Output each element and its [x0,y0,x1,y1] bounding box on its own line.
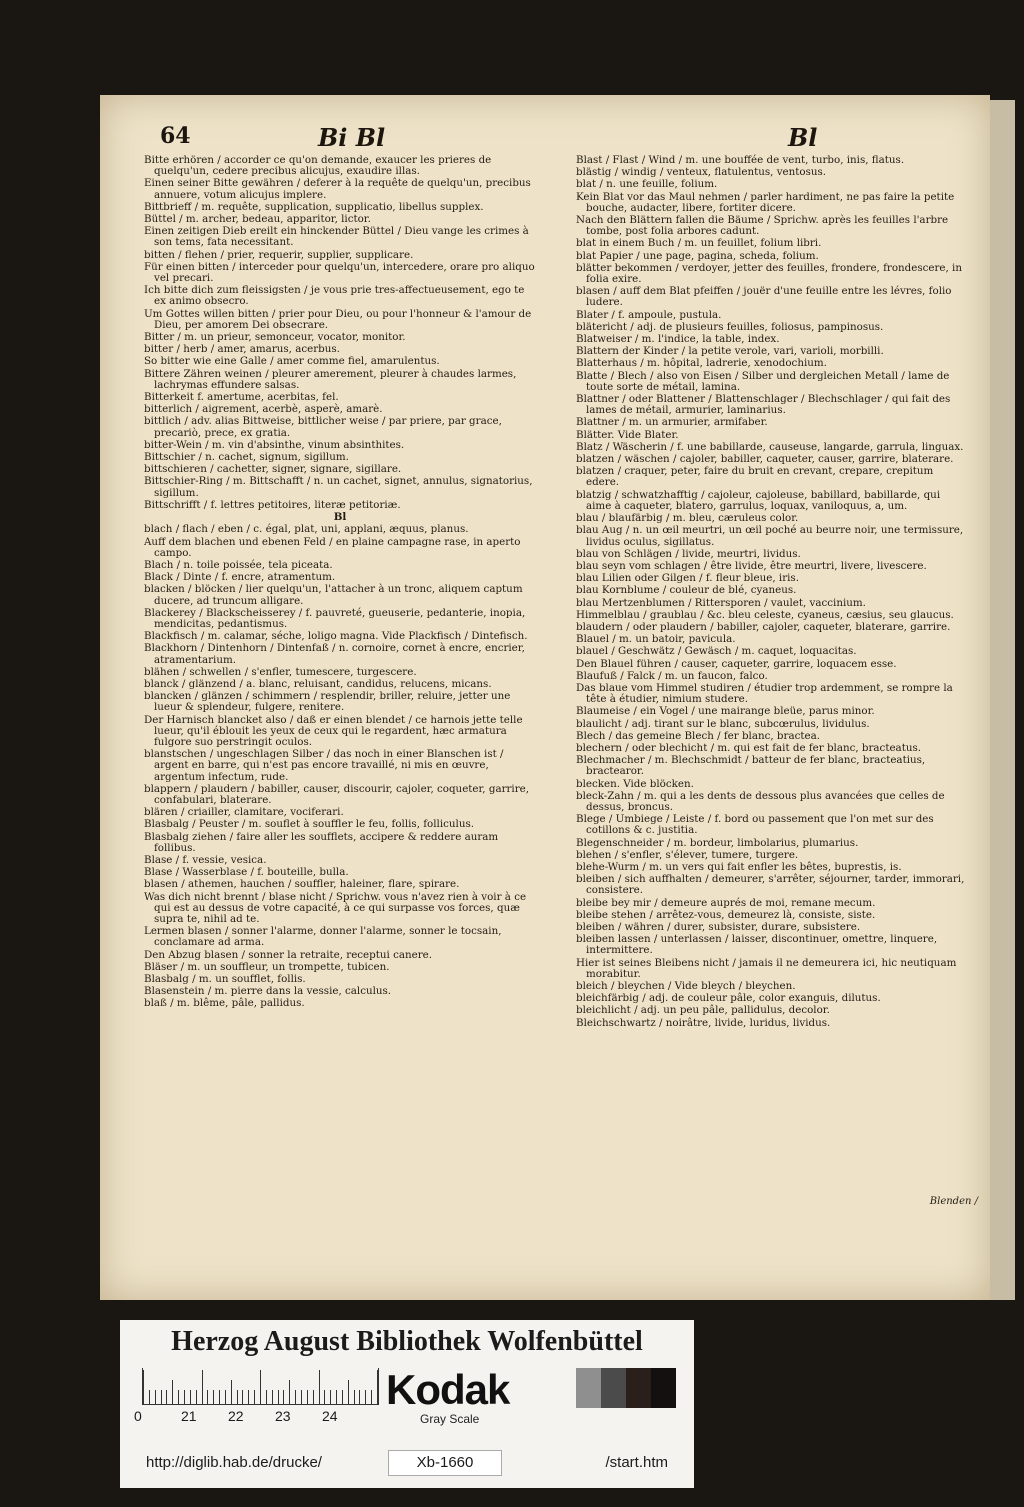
dictionary-entry: blau Lilien oder Gilgen / f. fleur bleue, iris. [576,572,799,585]
dictionary-entry: Blasbalg / m. un soufflet, follis. [144,973,306,986]
page-number: 64 [160,123,191,149]
ruler-tick [295,1390,296,1404]
dictionary-entry: blatzig / schwatzhafftig / cajoleur, cajoleuse, babillard, babillarde, qui aime à caqueter, blatero, garrulus, loquax, vaniloquus, a, um. [576,488,941,512]
dictionary-entry: blasen / auff dem Blat pfeiffen / jouër d'une feuille entre les lévres, folio ludere. [576,285,952,309]
ruler-tick [231,1380,232,1404]
dictionary-entry: Blackfisch / m. calamar, séche, loligo magna. Vide Plackfisch / Dintefisch. [144,630,528,643]
right-column-entries [576,155,968,1029]
dictionary-entry: Blatterhaus / m. hôpital, ladrerie, xenodochium. [576,357,827,370]
left-column-entries [144,155,536,511]
ruler-tick [301,1390,302,1404]
ruler-tick [178,1390,179,1404]
dictionary-entry: blauel / Geschwätz / Gewäsch / m. caquet, loquacitas. [576,645,857,658]
ruler-tick [196,1390,197,1404]
dictionary-entry: blaß / m. blême, pâle, pallidus. [144,997,305,1010]
dictionary-entry: bleibe stehen / arrêtez-vous, demeurez là, consiste, siste. [576,908,876,921]
color-calibration-bar [120,1320,694,1488]
ruler-tick [313,1390,314,1404]
dictionary-entry: Nach den Blättern fallen die Bäume / Sprichw. après les feuilles l'arbre tombe, post folia arbores cadunt. [576,214,949,238]
library-title: Herzog August Bibliothek Wolfenbüttel [171,1326,643,1357]
dictionary-entry: Blast / Flast / Wind / m. une bouffée de vent, turbo, inis, flatus. [576,154,905,166]
ruler-tick [219,1390,220,1404]
dictionary-entry: Blaumeise / ein Vogel / une mairange bleüe, parus minor. [576,705,875,718]
dictionary-entry: blechern / oder blechicht / m. qui est fait de fer blanc, bracteatus. [576,741,922,754]
ruler-tick [248,1390,249,1404]
dictionary-entry: blat in einem Buch / m. un feuillet, folium libri. [576,237,822,250]
ruler-tick [207,1390,208,1404]
dictionary-entry: Blege / Umbiege / Leiste / f. bord ou passement que l'on met sur des cotillons & c. justitia. [576,813,934,837]
ruler-tick [166,1390,167,1404]
dictionary-entry: blästig / windig / venteux, flatulentus, ventosus. [576,166,827,179]
dictionary-entry: blau / blaufärbig / m. bleu, cæruleus color. [576,512,799,525]
ruler-tick [307,1390,308,1404]
dictionary-entry: Einen zeitigen Dieb ereilt ein hinckender Büttel / Dieu vange les crimes à son tems, fata necessitant. [144,225,529,249]
dictionary-entry: Himmelblau / graublau / &c. bleu celeste, cyaneus, cæsius, seu glaucus. [576,608,954,621]
ruler-tick [359,1390,360,1404]
dictionary-entry: Für einen bitten / interceder pour quelqu'un, intercedere, orare pro aliquo vel precari. [144,260,535,285]
dictionary-entry: Blauel / m. un batoir, pavicula. [576,633,736,646]
ruler-number: 24 [322,1408,338,1424]
dictionary-entry: Blatweiser / m. l'indice, la table, index. [576,333,780,346]
catchword: Blenden / [929,1196,978,1207]
ruler-number: 22 [228,1408,244,1424]
ruler-tick [319,1370,320,1404]
dictionary-entry: Kein Blat vor das Maul nehmen / parler hardiment, ne pas faire la petite bouche, audacter, libere, fortiter dicere. [576,190,955,214]
dictionary-entry: Hier ist seines Bleibens nicht / jamais il ne demeurera ici, hic neutiquam morabitur. [576,956,957,980]
gray-swatch [626,1368,651,1408]
ruler-tick [336,1390,337,1404]
ruler-tick [254,1390,255,1404]
gray-swatch [601,1368,626,1408]
ruler-tick [283,1390,284,1404]
ruler-tick [266,1390,267,1404]
ruler-tick [184,1390,185,1404]
dictionary-entry: bleibe bey mir / demeure auprés de moi, remane mecum. [576,896,876,909]
ruler-tick [278,1390,279,1404]
dictionary-entry: Blackhorn / Dintenhorn / Dintenfaß / n. cornoire, cornet à encre, encrier, atramentarium. [144,642,525,666]
dictionary-entry: Um Gottes willen bitten / prier pour Dieu, ou pour l'honneur & l'amour de Dieu, per amorem Dei obsecrare. [144,307,532,331]
ruler-number: 21 [181,1408,197,1424]
dictionary-entry: bitterlich / aigrement, acerbè, asperè, amarè. [144,403,383,416]
dictionary-entry: Blach / n. toile poissée, tela piceata. [144,558,333,571]
dictionary-entry: Ich bitte dich zum fleissigsten / je vous prie tres-affectueusement, ego te ex animo obsecro. [144,284,525,308]
left-column [144,155,536,1011]
dictionary-entry: Blattner / m. un armurier, armifaber. [576,416,768,429]
footer-bar [120,1448,694,1478]
dictionary-entry: blasen / athemen, hauchen / souffler, haleiner, flare, spirare. [144,878,460,891]
dictionary-entry: blat Papier / une page, pagina, scheda, folium. [576,249,819,262]
dictionary-entry: Bittschier-Ring / m. Bittschafft / n. un cachet, signet, annulus, signatorius, sigillum. [144,475,533,499]
ruler-tick [330,1390,331,1404]
ruler-tick [172,1380,173,1404]
ruler-tick [354,1390,355,1404]
dictionary-entry: blecken. Vide blöcken. [576,777,694,790]
ruler-tick [161,1390,162,1404]
ruler-numbers [134,1408,369,1424]
ruler-tick [342,1390,343,1404]
ruler-tick [272,1390,273,1404]
gray-swatches [576,1368,676,1408]
dictionary-entry: blau Aug / n. un œil meurtri, un œil poché au beurre noir, une termissure, lividus oculus, sigillatus. [576,524,964,548]
dictionary-entry: Bittschier / n. cachet, signum, sigillum. [144,451,349,464]
gray-scale-label: Gray Scale [420,1412,480,1426]
url-left: http://diglib.hab.de/drucke/ [146,1454,322,1471]
kodak-logo: Kodak [386,1366,510,1413]
ruler-tick [377,1370,378,1404]
dictionary-entry: blähen / schwellen / s'enfler, tumescere, turgescere. [144,665,417,678]
page-header [100,123,990,153]
dictionary-entry: bitten / flehen / prier, requerir, supplier, supplicare. [144,248,414,261]
dictionary-entry: blau seyn vom schlagen / être livide, être meurtri, livere, livescere. [576,559,927,572]
dictionary-entry: Blegenschneider / m. bordeur, limbolarius, plumarius. [576,836,859,849]
dictionary-entry: Der Harnisch blancket also / daß er einen blendet / ce harnois jette telle lueur, qu'il éblouit les yeux de ceux qui le regardent, hæc armatura fulgore suo perstringit oculos. [144,713,523,748]
dictionary-entry: blehen / s'enfler, s'élever, tumere, turgere. [576,848,799,861]
dictionary-entry: Bittschrifft / f. lettres petitoires, literæ petitoriæ. [144,498,401,511]
dictionary-entry: Blasbalg / Peuster / m. souflet à souffler le feu, follis, folliculus. [144,818,475,831]
dictionary-entry: blanck / glänzend / a. blanc, reluisant, candidus, relucens, micans. [144,677,492,690]
dictionary-entry: blacken / blöcken / lier quelqu'un, l'attacher à un tronc, aliquem captum ducere, ad truncum alligare. [144,583,523,607]
running-head-right: Bl [788,123,818,152]
right-column [576,155,968,1030]
dictionary-entry: bleiben lassen / unterlassen / laisser, discontinuer, omettre, linquere, intermittere. [576,933,938,957]
dictionary-entry: Blasenstein / m. pierre dans la vessie, calculus. [144,985,392,998]
dictionary-entry: bitter-Wein / m. vin d'absinthe, vinum absinthites. [144,438,405,451]
url-right: /start.htm [605,1454,668,1471]
dictionary-entry: Lermen blasen / sonner l'alarme, donner l'alarme, sonner le tocsain, conclamare ad arma. [144,925,502,949]
dictionary-entry: bittlich / adv. alias Bittweise, bittlicher weise / par priere, par grace, precariò, prece, ex gratia. [144,415,502,439]
dictionary-entry: blach / flach / eben / c. égal, plat, uni, applani, æquus, planus. [144,523,469,536]
ruler-number: 23 [275,1408,291,1424]
dictionary-entry: Blechmacher / m. Blechschmidt / batteur de fer blanc, bracteatius, bractearor. [576,754,926,778]
dictionary-entry: blatzen / craquer, peter, faire du bruit en crevant, crepare, crepitum edere. [576,465,934,489]
dictionary-entry: Blech / das gemeine Blech / fer blanc, bractea. [576,729,820,742]
ruler-tick [242,1390,243,1404]
ruler-tick [190,1390,191,1404]
dictionary-entry: Den Blauel führen / causer, caqueter, garrire, loquacem esse. [576,657,897,670]
ruler-tick [155,1390,156,1404]
dictionary-entry: blau Kornblume / couleur de blé, cyaneus. [576,584,797,597]
dictionary-entry: bleich / bleychen / Vide bleych / bleychen. [576,980,796,993]
ruler-tick [348,1380,349,1404]
ruler-tick [365,1390,366,1404]
dictionary-entry: So bitter wie eine Galle / amer comme fiel, amarulentus. [144,355,440,368]
ruler-tick [289,1380,290,1404]
dictionary-entry: bleiben / sich auffhalten / demeurer, s'arrêter, séjourner, tarder, immorari, consistere. [576,873,965,897]
ruler-tick [260,1370,261,1404]
dictionary-entry: Das blaue vom Himmel studiren / étudier trop ardemment, se rompre la tête à étudier, nimium studere. [576,681,953,706]
ruler-tick [143,1370,144,1404]
dictionary-entry: blancken / glänzen / schimmern / resplendir, briller, reluire, jetter une lueur & splendeur, fulgere, renitere. [144,690,511,714]
dictionary-entry: Blater / f. ampoule, pustula. [576,308,722,321]
dictionary-entry: Blaufuß / Falck / m. un faucon, falco. [576,669,768,682]
ruler-tick [371,1390,372,1404]
dictionary-entry: Den Abzug blasen / sonner la retraite, receptui canere. [144,948,433,961]
dictionary-entry: Blase / f. vessie, vesica. [144,853,267,866]
ruler-number: 0 [134,1408,142,1424]
ruler-tick [225,1390,226,1404]
book-page [100,95,990,1300]
dictionary-entry: Auff dem blachen und ebenen Feld / en plaine campagne rase, in aperto campo. [144,535,521,559]
dictionary-entry: Blackerey / Blackscheisserey / f. pauvreté, gueuserie, pedanterie, inopia, mendicitas, pedantismus. [144,606,526,630]
dictionary-entry: bittschieren / cachetter, signer, signare, sigillare. [144,463,402,476]
dictionary-entry: Blase / Wasserblase / f. bouteille, bulla. [144,866,349,879]
dictionary-entry: Bitterkeit f. amertume, acerbitas, fel. [144,391,339,404]
dictionary-entry: Blätter. Vide Blater. [576,428,679,441]
dictionary-entry: Büttel / m. archer, bedeau, apparitor, lictor. [144,213,371,226]
section-heading: Bl [333,511,347,524]
ruler-tick [237,1390,238,1404]
dictionary-entry: blanstschen / ungeschlagen Silber / das noch in einer Blanschen ist / argent en barre, qui n'est pas encore travaillé, ni mis en œuvre, argentum infectum, rude. [144,748,504,783]
gray-swatch [576,1368,601,1408]
dictionary-entry: blau Mertzenblumen / Rittersporen / vaulet, vaccinium. [576,596,866,609]
dictionary-entry: Was dich nicht brennt / blase nicht / Sprichw. vous n'avez rien à voir à ce qui est au dessus de votre capacité, à ce qui surpasse vos forces, quæ supra te, nihil ad te. [144,890,527,925]
dictionary-entry: blappern / plaudern / babiller, causer, discourir, cajoler, coqueter, garrire, confabulari, blaterare. [144,782,530,806]
dictionary-entry: blehe-Wurm / m. un vers qui fait enfler les bêtes, buprestis, is. [576,860,902,873]
dictionary-entry: bleiben / währen / durer, subsister, durare, subsistere. [576,921,861,933]
dictionary-entry: Bläser / m. un souffleur, un trompette, tubicen. [144,960,390,973]
dictionary-entry: bitter / herb / amer, amarus, acerbus. [144,343,340,356]
dictionary-entry: blätericht / adj. de plusieurs feuilles, foliosus, pampinosus. [576,320,884,333]
dictionary-entry: blaudern / oder plaudern / babiller, cajoler, caqueter, blaterare, garrire. [576,620,951,633]
dictionary-entry: bleichfärbig / adj. de couleur pâle, color exanguis, dilutus. [576,992,881,1005]
gray-swatch [651,1368,676,1408]
dictionary-entry: Bitte erhören / accorder ce qu'on demande, exaucer les prieres de quelqu'un, cedere precibus alicujus, exaudire illas. [144,154,492,178]
dictionary-entry: blären / criailler, clamitare, vociferari. [144,806,344,819]
dictionary-entry: blat / n. une feuille, folium. [576,178,718,191]
running-head-left: Bi Bl [318,123,386,152]
dictionary-entry: Einen seiner Bitte gewähren / deferer à la requête de quelqu'un, precibus annuere, votum alicujus implere. [144,177,531,201]
dictionary-entry: blaulicht / adj. tirant sur le blanc, subcœrulus, lividulus. [576,717,870,730]
dictionary-entry: Bitter / m. un prieur, semonceur, vocator, monitor. [144,331,406,344]
dictionary-entry: blau von Schlägen / livide, meurtri, lividus. [576,547,801,560]
ruler-tick [202,1370,203,1404]
dictionary-entry: bleck-Zahn / m. qui a les dents de dessous plus avancées que celles de dessus, broncus. [576,789,945,813]
dictionary-entry: Black / Dinte / f. encre, atramentum. [144,571,336,584]
shelfmark: Xb-1660 [388,1450,502,1476]
ruler-tick [213,1390,214,1404]
left-column-entries-2 [144,524,536,1009]
dictionary-entry: Blattner / oder Blattener / Blattenschlager / Blechschlager / qui fait des lames de métail, armurier, laminarius. [576,393,951,417]
dictionary-entry: blatzen / wäschen / cajoler, babiller, caqueter, causer, garrire, blaterare. [576,453,954,466]
dictionary-entry: Bleichschwartz / noirâtre, livide, luridus, lividus. [576,1016,831,1029]
dictionary-entry: Blattern der Kinder / la petite verole, vari, varioli, morbilli. [576,345,884,358]
dictionary-entry: Bittere Zähren weinen / pleurer amerement, pleurer à chaudes larmes, lachrymas effundere salsas. [144,367,517,391]
measurement-ruler [142,1368,379,1405]
ruler-tick [149,1390,150,1404]
dictionary-entry: Blasbalg ziehen / faire aller les soufflets, accipere & reddere auram follibus. [144,830,499,854]
dictionary-entry: bleichlicht / adj. un peu pâle, pallidulus, decolor. [576,1004,830,1017]
ruler-tick [324,1390,325,1404]
dictionary-entry: Blatz / Wäscherin / f. une babillarde, causeuse, langarde, garrula, linguax. [576,440,964,453]
dictionary-entry: blätter bekommen / verdoyer, jetter des feuilles, frondere, frondescere, in folia exire. [576,261,962,286]
dictionary-entry: Bittbrieff / m. requête, supplication, supplicatio, libellus supplex. [144,200,484,213]
dictionary-entry: Blatte / Blech / also von Eisen / Silber und dergleichen Metall / lame de toute sorte de métail, lamina. [576,369,950,393]
